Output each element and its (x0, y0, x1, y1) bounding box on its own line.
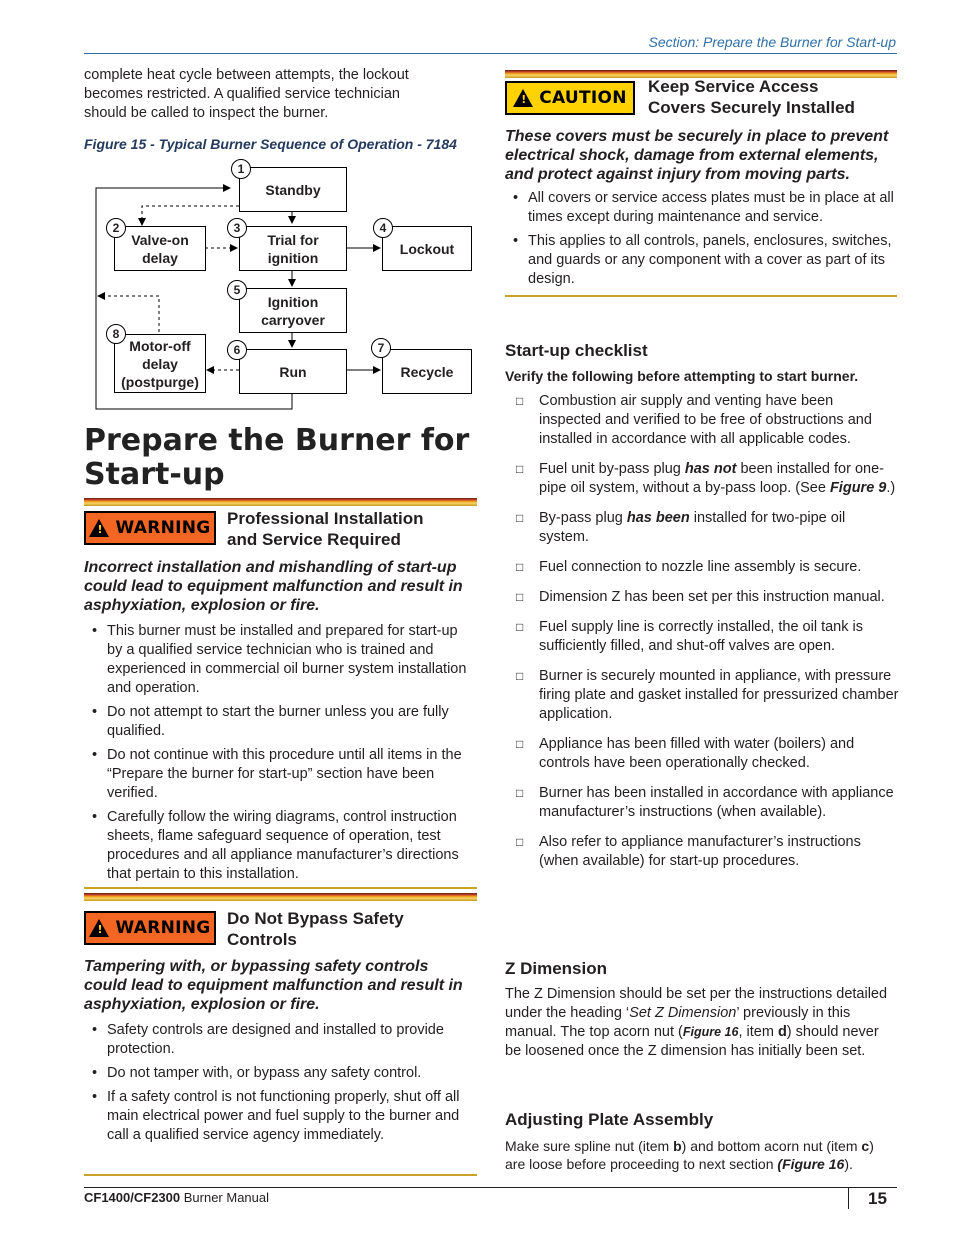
step-number-5: 5 (227, 280, 247, 300)
ignition-label-2: carryover (261, 311, 325, 328)
checklist-item-text: Fuel unit by-pass plug (539, 461, 685, 477)
checklist-heading: Start-up checklist (505, 341, 648, 360)
warning2-top-bar (84, 893, 477, 901)
adjusting-plate-paragraph (505, 1137, 897, 1173)
caution-title-line-1: Keep Service Access (648, 77, 819, 96)
z-dimension-paragraph (505, 985, 897, 1061)
intro-paragraph: complete heat cycle between attempts, the lockout becomes restricted. A qualified service technician should be called to inspect the burner. (84, 67, 409, 121)
paragraph-text: ) are loose before proceeding to next section (505, 1138, 874, 1172)
paragraph-text: Make sure spline nut (item (505, 1138, 674, 1154)
step-number-7: 7 (371, 338, 391, 358)
caution-statement: These covers must be securely in place to prevent electrical shock, damage from external elements, and protect against injury from moving parts. (505, 128, 889, 183)
checklist-item: □ Also refer to appliance manufacturer’s instructions (when available) for start-up procedures. (505, 833, 899, 871)
footer-manual-title (84, 1190, 269, 1205)
valve-on-label-2: delay (142, 249, 178, 266)
warning2-bullets (84, 1021, 474, 1150)
paragraph-text: ’ previously in this manual. The top acorn nut ( (505, 1005, 851, 1040)
warning1-title-line-1: Professional Installation (227, 509, 424, 528)
checklist-item-text: By-pass plug (539, 510, 627, 526)
standby-label: Standby (265, 181, 321, 198)
sequence-flowchart (84, 156, 484, 416)
trial-label-2: ignition (267, 249, 319, 266)
checklist-item-emphasis: has been (626, 510, 690, 526)
list-item: • Carefully follow the wiring diagrams, control instruction sheets, flame safeguard sequence of operation, test procedures and all appliance manufacturer’s directions that pertain to this installation. (84, 808, 474, 884)
warning-badge-label: WARNING (115, 518, 211, 538)
motor-off-label-1: Motor-off (129, 337, 191, 354)
step-number-2: 2 (106, 218, 126, 238)
footer-rule (84, 1187, 897, 1188)
standby-box (239, 167, 347, 212)
run-label: Run (279, 363, 307, 380)
valve-on-box (114, 226, 206, 271)
valve-on-label-1: Valve-on (131, 231, 189, 248)
lockout-label: Lockout (399, 240, 455, 257)
caution-triangle-icon: ! (513, 89, 533, 107)
item-reference: c (861, 1138, 870, 1154)
page-title-line-2: Start-up (84, 457, 225, 492)
ignition-box (239, 288, 347, 333)
adjusting-plate-heading: Adjusting Plate Assembly (505, 1110, 714, 1129)
warning-top-bar (84, 498, 477, 506)
paragraph-text: , item (738, 1024, 778, 1040)
motor-off-label-3: (postpurge) (121, 373, 199, 390)
trial-label-1: Trial for (267, 231, 319, 248)
figure-caption: Figure 15 - Typical Burner Sequence of Operation - 7184 (84, 136, 457, 152)
heading-reference: Set Z Dimension (629, 1005, 737, 1021)
warning2-badge (84, 911, 216, 945)
caution-title (648, 76, 898, 118)
warning1-title-line-2: and Service Required (227, 530, 401, 549)
item-reference: d (777, 1024, 787, 1040)
warning2-statement: Tampering with, or bypassing safety controls could lead to equipment malfunction and result in asphyxiation, explosion or fire. (84, 958, 463, 1013)
checklist-item (505, 460, 899, 498)
warning-triangle-icon: ! (89, 519, 109, 537)
figure-reference: Figure 16 (682, 1025, 739, 1039)
warning1-statement: Incorrect installation and mishandling of start-up could lead to equipment malfunction and result in asphyxiation, explosion or fire. (84, 559, 463, 614)
checklist-lead: Verify the following before attempting to start burner. (505, 368, 859, 384)
caution-bullets (505, 189, 897, 294)
list-item: • Safety controls are designed and installed to provide protection. (84, 1021, 474, 1059)
header-rule (84, 53, 897, 54)
paragraph-text: The Z Dimension should be set per the instructions detailed under the heading ‘ (505, 986, 888, 1021)
warning-badge (84, 511, 216, 545)
step-number-8: 8 (106, 324, 126, 344)
step-number-1: 1 (231, 159, 251, 179)
motor-off-label-2: delay (142, 355, 178, 372)
warning1-title (227, 508, 477, 550)
page-title-line-1: Prepare the Burner for (84, 423, 470, 458)
warning1-bottom-rule (84, 887, 477, 889)
figure-reference: Figure 9 (829, 480, 887, 496)
step-number-3: 3 (227, 218, 247, 238)
step-number-4: 4 (373, 218, 393, 238)
footer-model: CF1400/CF2300 (84, 1190, 181, 1205)
lockout-box (382, 226, 472, 271)
checklist-item-text: been installed for one-pipe oil system, without a by-pass loop. (See (539, 461, 884, 496)
caution-title-line-2: Covers Securely Installed (648, 98, 855, 117)
warning2-title (227, 908, 477, 950)
section-header: Section: Prepare the Burner for Start-up (648, 34, 896, 50)
step-number-6: 6 (227, 340, 247, 360)
footer-divider (848, 1187, 849, 1209)
warning-triangle-icon: ! (89, 919, 109, 937)
z-dimension-heading: Z Dimension (505, 959, 608, 978)
paragraph-text: ) and bottom acorn nut (item (681, 1138, 862, 1154)
checklist-item (505, 509, 899, 547)
list-item: • This applies to all controls, panels, enclosures, switches, and guards or any component with a cover as part of its design. (505, 232, 897, 289)
checklist-item: □ Fuel supply line is correctly installed, the oil tank is sufficiently filled, and shut-off valves are open. (505, 618, 899, 656)
caution-bottom-rule (505, 295, 897, 297)
item-reference: b (673, 1138, 682, 1154)
warning2-title-line-2: Controls (227, 930, 297, 949)
startup-checklist (505, 392, 899, 882)
list-item: • Do not tamper with, or bypass any safety control. (84, 1064, 474, 1083)
figure-reference: (Figure 16 (777, 1156, 845, 1172)
checklist-item: □ Burner is securely mounted in appliance, with pressure firing plate and gasket installed for pressurized chamber application. (505, 667, 899, 724)
list-item: • Do not continue with this procedure until all items in the “Prepare the burner for start-up” section have been verified. (84, 746, 474, 803)
list-item: • Do not attempt to start the burner unless you are fully qualified. (84, 703, 474, 741)
checklist-item: □ Appliance has been filled with water (boilers) and controls have been operationally checked. (505, 735, 899, 773)
list-item: • All covers or service access plates must be in place at all times except during maintenance and service. (505, 189, 897, 227)
recycle-box (382, 349, 472, 394)
warning2-badge-label: WARNING (115, 918, 211, 938)
warning1-bullets (84, 622, 474, 889)
motor-off-box (114, 334, 206, 393)
footer-manual: Burner Manual (180, 1190, 270, 1205)
checklist-item-text: installed for two-pipe oil system. (539, 510, 846, 545)
checklist-item: □ Fuel connection to nozzle line assembly is secure. (505, 558, 899, 577)
trial-box (239, 226, 347, 271)
checklist-item: □ Burner has been installed in accordance with appliance manufacturer’s instructions (when available). (505, 784, 899, 822)
recycle-label: Recycle (400, 363, 454, 380)
page-title (84, 424, 484, 492)
checklist-item: □ Combustion air supply and venting have been inspected and verified to be free of obstructions and installed in accordance with all applicable codes. (505, 392, 899, 449)
warning2-title-line-1: Do Not Bypass Safety (227, 909, 404, 928)
checklist-item-text: .) (886, 480, 896, 496)
caution-badge-label: CAUTION (539, 88, 627, 108)
checklist-item-emphasis: has not (684, 461, 737, 477)
caution-badge (505, 81, 635, 115)
run-box (239, 349, 347, 394)
page-number: 15 (868, 1189, 887, 1208)
paragraph-text: ) should never be loosened once the Z dimension has initially been set. (505, 1024, 879, 1059)
checklist-item: □ Dimension Z has been set per this instruction manual. (505, 588, 899, 607)
ignition-label-1: Ignition (267, 293, 319, 310)
list-item: • This burner must be installed and prepared for start-up by a qualified service technician who is trained and experienced in commercial oil burner system installation and operation. (84, 622, 474, 698)
paragraph-text: ). (844, 1156, 853, 1172)
list-item: • If a safety control is not functioning properly, shut off all main electrical power and fuel supply to the burner and call a qualified service agency immediately. (84, 1088, 474, 1145)
warning2-bottom-rule (84, 1174, 477, 1176)
